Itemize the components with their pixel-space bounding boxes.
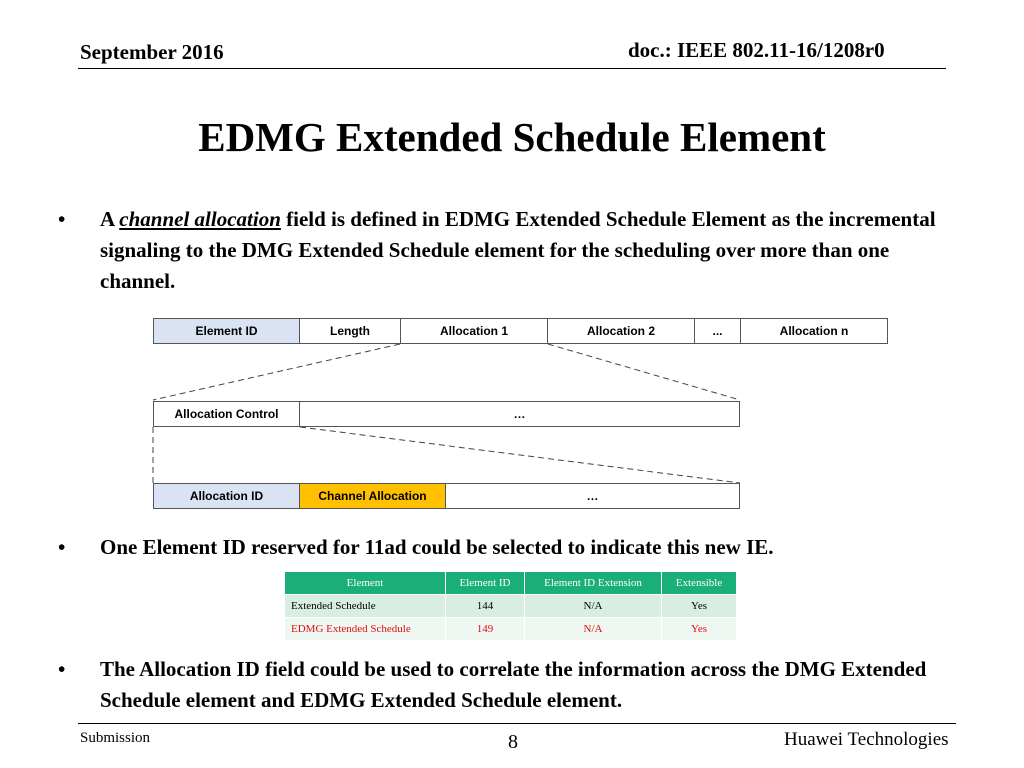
table-cell: EDMG Extended Schedule: [285, 618, 446, 641]
table-row: [285, 618, 737, 641]
table-cell: Extended Schedule: [285, 595, 446, 618]
field-allocation-1: Allocation 1: [400, 318, 548, 344]
table-cell: Yes: [662, 618, 737, 641]
field-channel-allocation: Channel Allocation: [299, 483, 446, 509]
field-element-id: Element ID: [153, 318, 300, 344]
bullet-dot: •: [58, 535, 66, 559]
table-cell: 149: [446, 618, 525, 641]
field-allocation-rest: …: [299, 401, 740, 427]
bullet-1-suffix: field is defined in EDMG Extended Schedule Element as the incremental signaling to the DMG Extended Schedule element for the scheduling over more than one channel.: [100, 207, 936, 293]
field-allocation-id: Allocation ID: [153, 483, 300, 509]
field-allocation-2: Allocation 2: [547, 318, 695, 344]
table-header: Element: [285, 572, 446, 595]
connector-right-1: [548, 344, 740, 400]
table-cell: 144: [446, 595, 525, 618]
bullet-3: [58, 654, 960, 716]
table-header: Element ID: [446, 572, 525, 595]
bullet-dot: •: [58, 207, 66, 231]
element-id-table: [284, 571, 737, 641]
allocation-format-row: [153, 401, 740, 427]
bullet-1-prefix: A: [100, 207, 120, 231]
table-cell: Yes: [662, 595, 737, 618]
header-date: September 2016: [80, 40, 224, 64]
connector-left-1: [153, 344, 400, 400]
table-header: Element ID Extension: [525, 572, 662, 595]
connector-right-2: [300, 427, 740, 483]
table-header: Extensible: [662, 572, 737, 595]
table-row: [285, 595, 737, 618]
field-control-rest: …: [445, 483, 740, 509]
footer-divider: [78, 723, 956, 724]
page-number: 8: [508, 731, 518, 753]
field-length: Length: [299, 318, 401, 344]
slide-title: EDMG Extended Schedule Element: [198, 114, 826, 160]
footer-company: Huawei Technologies: [784, 729, 949, 750]
table-cell: N/A: [525, 618, 662, 641]
bullet-2-text: One Element ID reserved for 11ad could be selected to indicate this new IE.: [100, 535, 774, 559]
table-header-row: [285, 572, 737, 595]
bullet-3-text: The Allocation ID field could be used to correlate the information across the DMG Extended Schedule element and EDMG Extended Schedule element.: [100, 657, 927, 712]
field-allocation-n: Allocation n: [740, 318, 888, 344]
field-ellipsis: ...: [694, 318, 741, 344]
footer-submission: Submission: [80, 730, 151, 746]
bullet-1-emphasis: channel allocation: [119, 207, 281, 231]
bullet-dot: •: [58, 657, 66, 681]
table-cell: N/A: [525, 595, 662, 618]
allocation-control-format-row: [153, 483, 740, 509]
bullet-2: [58, 532, 960, 563]
header-doc-id: doc.: IEEE 802.11-16/1208r0: [628, 38, 885, 62]
field-allocation-control: Allocation Control: [153, 401, 300, 427]
